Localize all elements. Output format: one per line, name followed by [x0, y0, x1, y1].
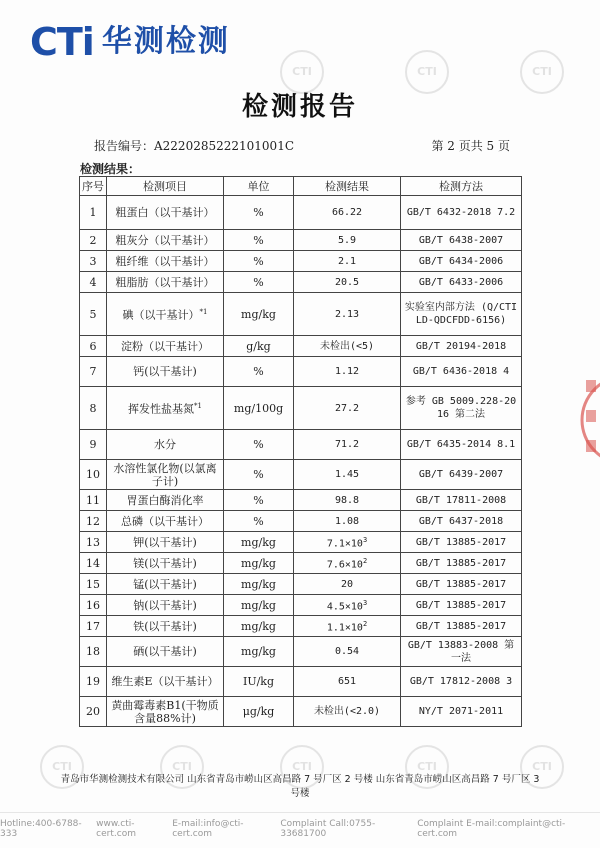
cell-no: 1: [80, 196, 107, 230]
cell-unit: %: [224, 490, 294, 511]
cell-method: GB/T 13885-2017: [401, 553, 522, 574]
cell-no: 7: [80, 357, 107, 387]
cell-result: 27.2: [294, 387, 401, 430]
contact-bar: [0, 812, 600, 839]
cell-method: GB/T 13885-2017: [401, 595, 522, 616]
cell-method: GB/T 13883-2008 第一法: [401, 637, 522, 667]
cell-method: GB/T 6432-2018 7.2: [401, 196, 522, 230]
cell-item: 水溶性氯化物(以氯离子计): [107, 460, 224, 490]
cell-no: 19: [80, 667, 107, 697]
cell-result: 71.2: [294, 430, 401, 460]
table-row: [80, 595, 522, 616]
cell-item: 粗灰分（以干基计）: [107, 230, 224, 251]
table-row: [80, 511, 522, 532]
cell-result: 未检出(<2.0): [294, 697, 401, 727]
cell-unit: mg/kg: [224, 637, 294, 667]
page-title: 检测报告: [241, 92, 358, 122]
cell-no: 3: [80, 251, 107, 272]
cell-unit: %: [224, 251, 294, 272]
complaint-email-link[interactable]: Complaint E-mail:complaint@cti-cert.com: [417, 819, 566, 839]
header-result: 检测结果: [294, 177, 401, 196]
watermark-logo: CTI: [405, 50, 449, 94]
table-row: [80, 574, 522, 595]
cell-result: 1.08: [294, 511, 401, 532]
header-unit: 单位: [224, 177, 294, 196]
cell-unit: %: [224, 357, 294, 387]
cell-no: 2: [80, 230, 107, 251]
cell-no: 17: [80, 616, 107, 637]
footer-address: 青岛市华测检测技术有限公司 山东省青岛市崂山区高昌路 7 号厂区 2 号楼 山东省青岛市崂山区高昌路 7 号厂区 3 号楼: [60, 774, 540, 799]
watermark-logo: CTI: [280, 50, 324, 94]
report-number: 报告编号：A2220285222101001C: [94, 139, 295, 153]
company-logo: [30, 22, 230, 62]
table-row: [80, 293, 522, 336]
watermark-logo: CTI: [405, 745, 449, 789]
cell-unit: mg/kg: [224, 595, 294, 616]
cell-item: 总磷（以干基计）: [107, 511, 224, 532]
cell-method: GB/T 6435-2014 8.1: [401, 430, 522, 460]
table-header-row: [80, 177, 522, 196]
cell-result: $7.1\times 10^3$: [294, 532, 401, 553]
table-row: [80, 460, 522, 490]
watermark-logo: CTI: [280, 745, 324, 789]
table-row: [80, 616, 522, 637]
cell-item: 粗纤维（以干基计）: [107, 251, 224, 272]
page-number: 第 2 页共 5 页: [431, 139, 510, 153]
hotline: Hotline:400-6788-333: [0, 819, 82, 839]
cell-result: 5.9: [294, 230, 401, 251]
cell-method: NY/T 2071-2011: [401, 697, 522, 727]
cell-method: GB/T 6433-2006: [401, 272, 522, 293]
email-link[interactable]: E-mail:info@cti-cert.com: [172, 819, 244, 839]
cell-result: 0.54: [294, 637, 401, 667]
watermark-logo: CTI: [520, 745, 564, 789]
cell-item: 铁(以干基计): [107, 616, 224, 637]
cell-method: GB/T 6437-2018: [401, 511, 522, 532]
cell-result: 20.5: [294, 272, 401, 293]
results-table: [79, 176, 522, 727]
cell-unit: mg/100g: [224, 387, 294, 430]
cell-item: 硒(以干基计): [107, 637, 224, 667]
cell-no: 6: [80, 336, 107, 357]
header-no: 序号: [80, 177, 107, 196]
cell-result: $1.1\times 10^2$: [294, 616, 401, 637]
cell-method: GB/T 17811-2008: [401, 490, 522, 511]
cell-result: 66.22: [294, 196, 401, 230]
cell-no: 14: [80, 553, 107, 574]
cell-method: GB/T 13885-2017: [401, 616, 522, 637]
cell-item: 淀粉（以干基计）: [107, 336, 224, 357]
cell-item: 维生素E（以干基计）: [107, 667, 224, 697]
cell-item: 锰(以干基计): [107, 574, 224, 595]
cell-unit: mg/kg: [224, 532, 294, 553]
cell-unit: mg/kg: [224, 553, 294, 574]
table-row: [80, 196, 522, 230]
table-row: [80, 357, 522, 387]
table-row: [80, 251, 522, 272]
cell-result: $7.6\times 10^2$: [294, 553, 401, 574]
cell-item: 水分: [107, 430, 224, 460]
cell-item: 钠(以干基计): [107, 595, 224, 616]
cell-result: 98.8: [294, 490, 401, 511]
cell-item: 碘（以干基计）$^{*1}$: [107, 293, 224, 336]
cell-unit: %: [224, 430, 294, 460]
logo-wordmark: 华测检测: [101, 24, 230, 59]
table-row: [80, 272, 522, 293]
cell-unit: %: [224, 196, 294, 230]
cell-result: 651: [294, 667, 401, 697]
cell-result: 2.1: [294, 251, 401, 272]
cell-method: GB/T 6439-2007: [401, 460, 522, 490]
cell-no: 13: [80, 532, 107, 553]
table-row: [80, 697, 522, 727]
cell-unit: %: [224, 230, 294, 251]
cell-item: 镁(以干基计): [107, 553, 224, 574]
cell-no: 8: [80, 387, 107, 430]
cell-unit: mg/kg: [224, 293, 294, 336]
cell-unit: g/kg: [224, 336, 294, 357]
seal-stamp-fragment: [578, 370, 600, 470]
cell-method: GB/T 13885-2017: [401, 532, 522, 553]
table-row: [80, 553, 522, 574]
table-row: [80, 387, 522, 430]
table-row: [80, 490, 522, 511]
cell-method: GB/T 17812-2008 3: [401, 667, 522, 697]
cell-result: 2.13: [294, 293, 401, 336]
cell-result: 20: [294, 574, 401, 595]
cell-no: 12: [80, 511, 107, 532]
cell-unit: %: [224, 272, 294, 293]
cell-method: GB/T 6436-2018 4: [401, 357, 522, 387]
cell-method: GB/T 6438-2007: [401, 230, 522, 251]
complaint-call: Complaint Call:0755-33681700: [280, 819, 376, 839]
cell-method: GB/T 13885-2017: [401, 574, 522, 595]
cell-unit: %: [224, 460, 294, 490]
cell-result: 1.45: [294, 460, 401, 490]
cell-no: 4: [80, 272, 107, 293]
cell-method: GB/T 6434-2006: [401, 251, 522, 272]
cell-result: $4.5\times 10^3$: [294, 595, 401, 616]
cell-item: 粗脂肪（以干基计）: [107, 272, 224, 293]
cell-item: 钙(以干基计): [107, 357, 224, 387]
cell-unit: IU/kg: [224, 667, 294, 697]
cell-unit: %: [224, 511, 294, 532]
cell-method: 实验室内部方法 (Q/CTI LD-QDCFDD-6156): [401, 293, 522, 336]
cell-unit: mg/kg: [224, 574, 294, 595]
cell-no: 20: [80, 697, 107, 727]
cell-item: 粗蛋白（以干基计）: [107, 196, 224, 230]
cell-unit: mg/kg: [224, 616, 294, 637]
table-row: [80, 230, 522, 251]
header-item: 检测项目: [107, 177, 224, 196]
cell-method: GB/T 20194-2018: [401, 336, 522, 357]
table-row: [80, 532, 522, 553]
website-link[interactable]: www.cti-cert.com: [96, 819, 136, 839]
watermark-logo: CTI: [520, 50, 564, 94]
watermark-logo: CTI: [40, 745, 84, 789]
table-row: [80, 637, 522, 667]
cell-unit: μg/kg: [224, 697, 294, 727]
cell-no: 9: [80, 430, 107, 460]
header-method: 检测方法: [401, 177, 522, 196]
cell-item: 挥发性盐基氮$^{*1}$: [107, 387, 224, 430]
cell-result: 1.12: [294, 357, 401, 387]
cell-no: 11: [80, 490, 107, 511]
logo-mark: CTi: [30, 20, 94, 64]
table-row: [80, 430, 522, 460]
cell-no: 5: [80, 293, 107, 336]
cell-no: 18: [80, 637, 107, 667]
cell-no: 15: [80, 574, 107, 595]
cell-no: 16: [80, 595, 107, 616]
watermark-logo: CTI: [160, 745, 204, 789]
cell-item: 钾(以干基计): [107, 532, 224, 553]
results-label: 检测结果：: [80, 162, 141, 176]
cell-method: 参考 GB 5009.228-2016 第二法: [401, 387, 522, 430]
cell-item: 胃蛋白酶消化率: [107, 490, 224, 511]
table-row: [80, 336, 522, 357]
cell-item: 黄曲霉毒素B1(干物质含量88%计): [107, 697, 224, 727]
cell-no: 10: [80, 460, 107, 490]
table-row: [80, 667, 522, 697]
cell-result: 未检出(<5): [294, 336, 401, 357]
